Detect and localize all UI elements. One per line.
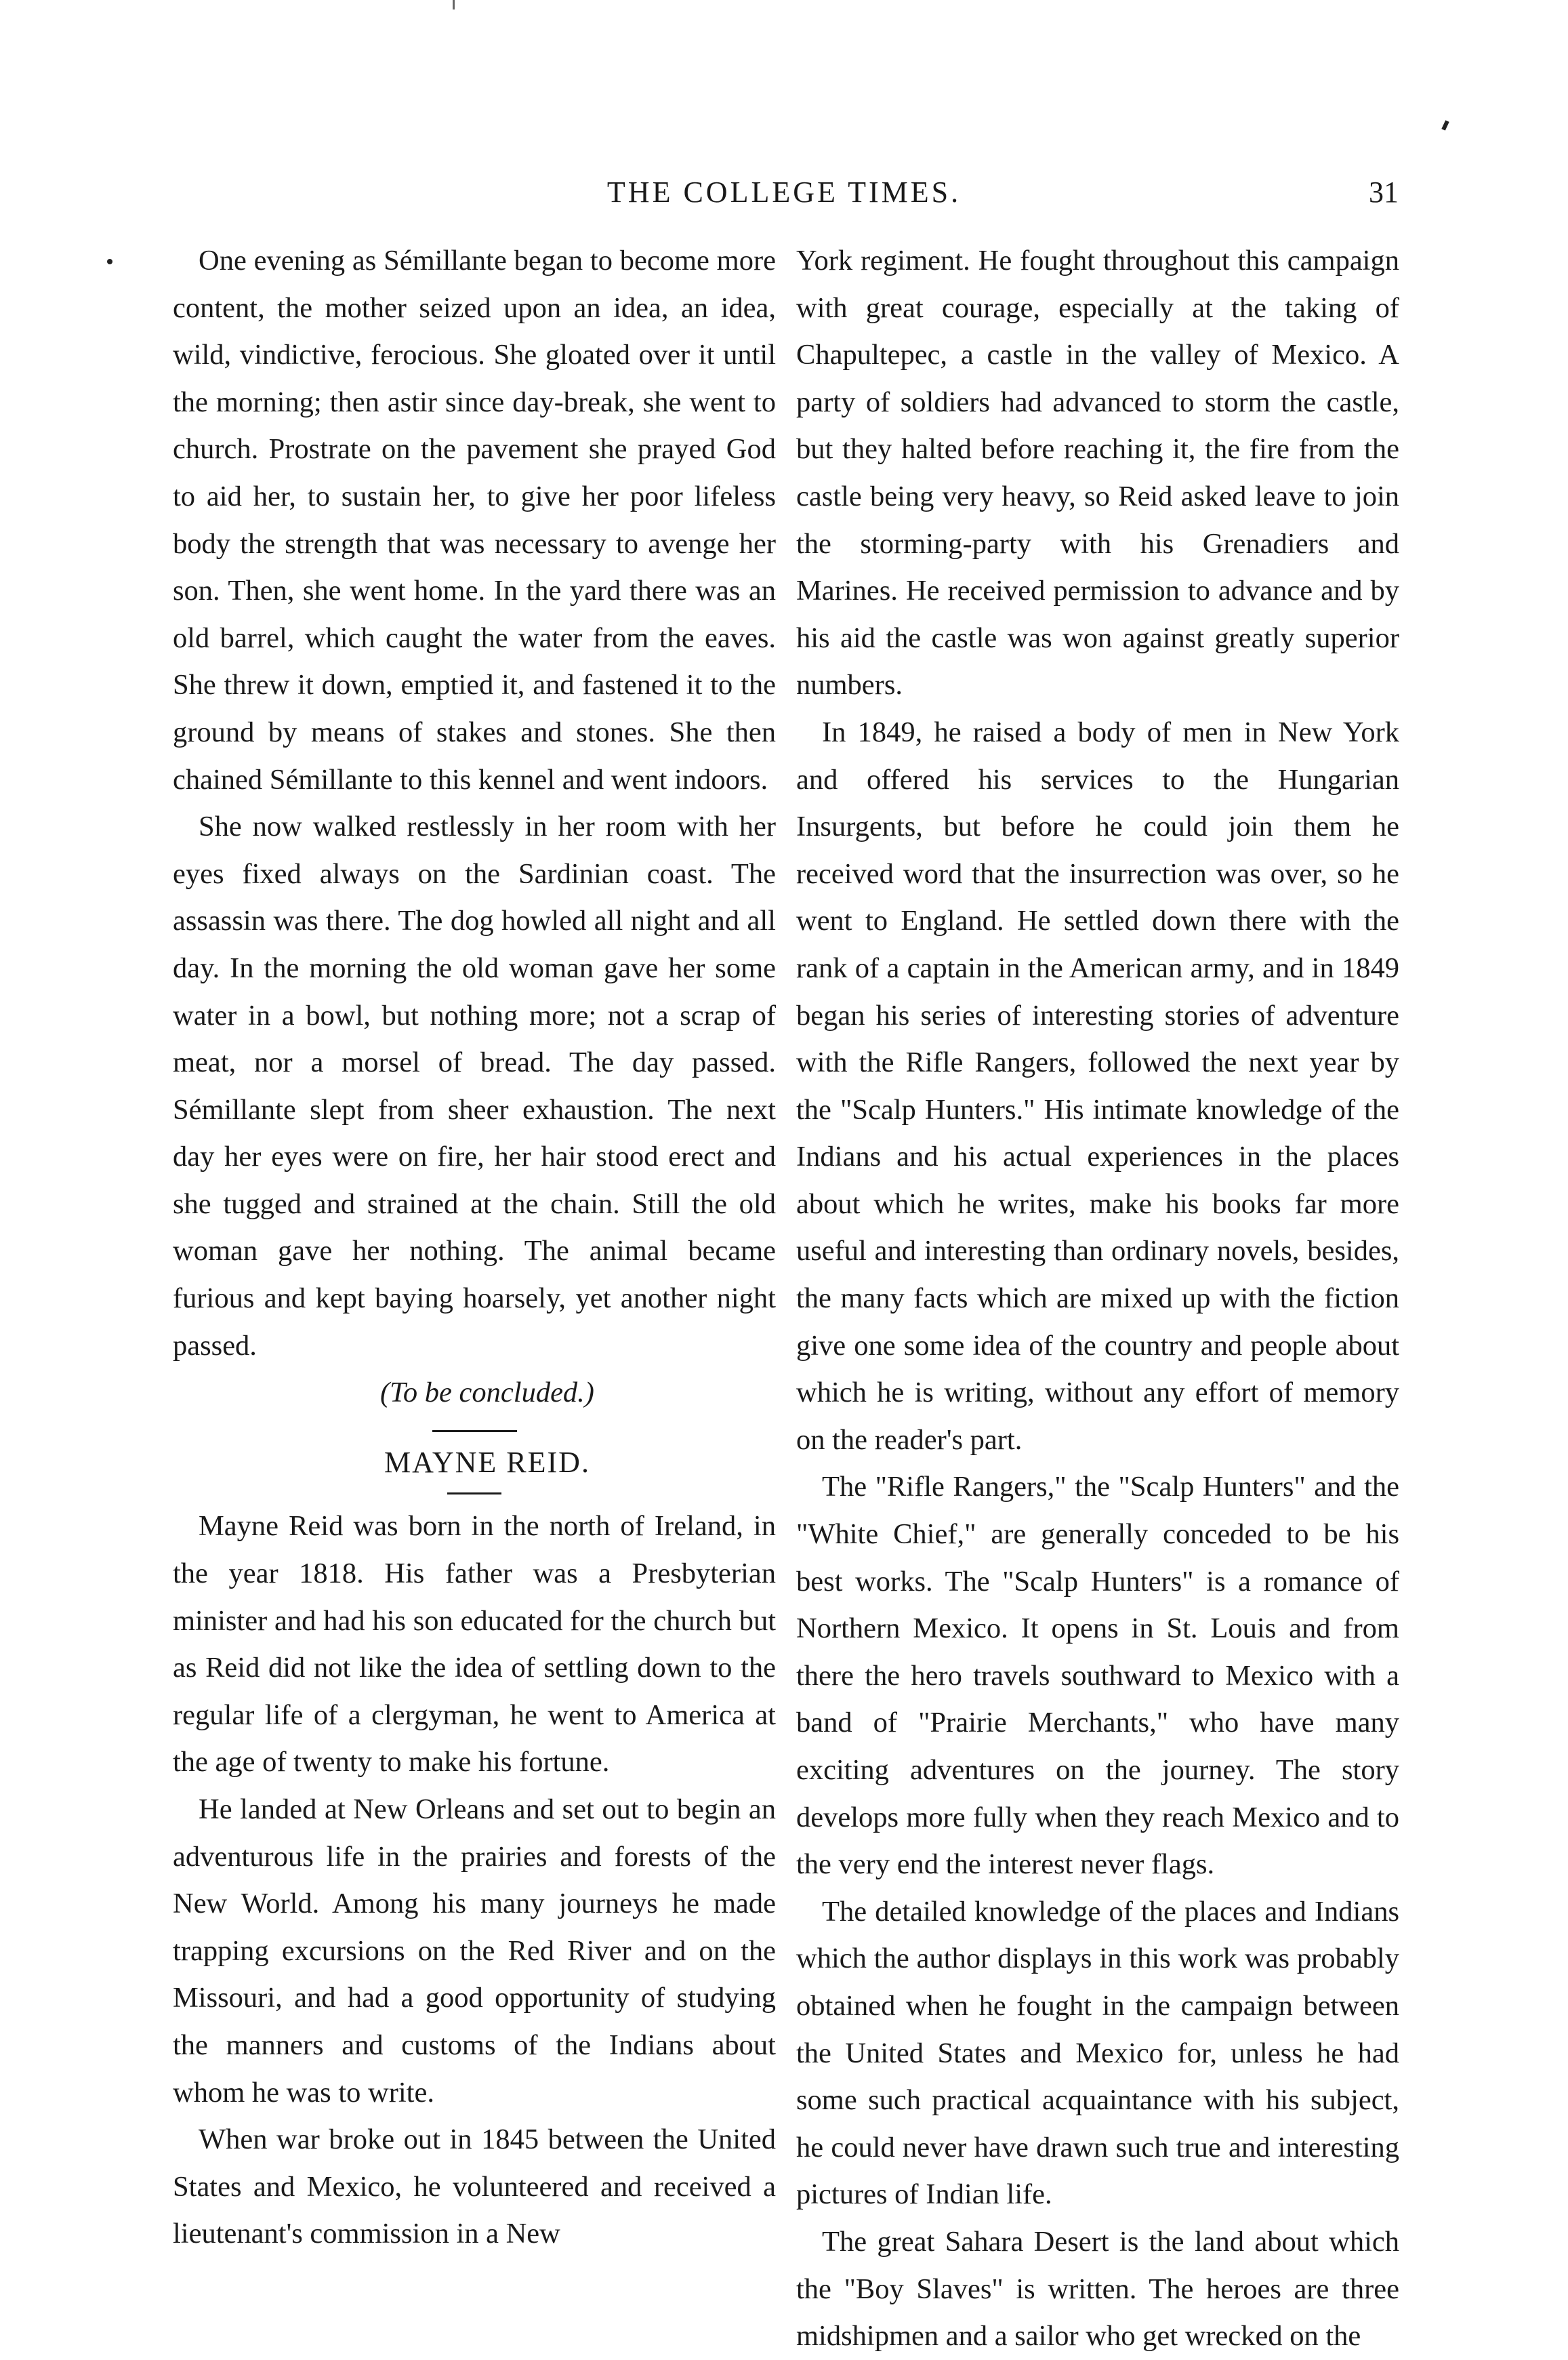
paragraph: One evening as Sémillante began to become more content, the mother seized upon an idea, an idea, wild, vindictive, ferocious. She gloated over it until the morning; then astir since day-break, she went to church. Prostrate on the pavement she prayed God to aid her, to sustain her, to give her poor lifeless body the strength that was necessary to avenge her son. Then, she went home. In the yard there was an old barrel, which caught the water from the eaves. She threw it down, emptied it, and fastened it to the ground by means of stakes and stones. She then chained Sémillante to this kennel and went indoors. bbox=[173, 245, 776, 796]
scan-speck bbox=[453, 0, 455, 9]
left-column bbox=[173, 237, 776, 2258]
paragraph: When war broke out in 1845 between the United States and Mexico, he volunteered and received a lieutenant's commission in a New bbox=[173, 2123, 776, 2250]
running-title: THE COLLEGE TIMES. bbox=[606, 176, 962, 209]
page-header bbox=[0, 175, 1568, 222]
paragraph: The detailed knowledge of the places and Indians which the author displays in this work was probably obtained when he fought in the campaign between the United States and Mexico for, unless he had some such practical acquaintance with his subject, he could never have drawn such true and interesting pictures of Indian life. bbox=[796, 1895, 1399, 2211]
paragraph: In 1849, he raised a body of men in New York and offered his services to the Hungarian Insurgents, but before he could join them he received word that the insurrection was over, so he went to England. He settled down there with the rank of a captain in the American army, and in 1849 began his series of interesting stories of adventure with the Rifle Rangers, followed the next year by the "Scalp Hunters." His intimate knowledge of the Indians and his actual experiences in the places about which he writes, make his books far more useful and interesting than ordinary novels, besides, the many facts which are mixed up with the fiction give one some idea of the country and people about which he is writing, without any effort of memory on the reader's part. bbox=[796, 716, 1399, 1456]
page-number: 31 bbox=[1369, 176, 1399, 209]
paragraph: The great Sahara Desert is the land about which the "Boy Slaves" is written. The heroes are three midshipmen and a sailor who get wrecked on the bbox=[796, 2225, 1399, 2353]
to-be-concluded-note: (To be concluded.) bbox=[380, 1377, 594, 1409]
section-divider bbox=[432, 1430, 517, 1432]
article-title: MAYNE REID. bbox=[384, 1445, 590, 1479]
right-column bbox=[796, 237, 1399, 2360]
scan-mark bbox=[1441, 120, 1449, 130]
scan-dot bbox=[107, 259, 112, 264]
title-underline bbox=[447, 1492, 501, 1494]
paragraph: She now walked restlessly in her room with her eyes fixed always on the Sardinian coast. The assassin was there. The dog howled all night and all day. In the morning the old woman gave her some water in a bowl, but nothing more; not a scrap of meat, nor a morsel of bread. The day passed. Sémillante slept from sheer exhaustion. The next day her eyes were on fire, her hair stood erect and she tugged and strained at the chain. Still the old woman gave her nothing. The animal became furious and kept baying hoarsely, yet another night passed. bbox=[173, 811, 776, 1362]
paragraph-continuation: York regiment. He fought throughout this campaign with great courage, especially at the taking of Chapultepec, a castle in the valley of Mexico. A party of soldiers had advanced to storm the castle, but they halted before reaching it, the fire from the castle being very heavy, so Reid asked leave to join the storming-party with his Grenadiers and Marines. He received permission to advance and by his aid the castle was won against greatly superior numbers. bbox=[796, 245, 1399, 701]
paragraph: He landed at New Orleans and set out to begin an adventurous life in the prairies and forests of the New World. Among his many journeys he made trapping excursions on the Red River and on the Missouri, and had a good opportunity of studying the manners and customs of the Indians about whom he was to write. bbox=[173, 1793, 776, 2109]
paragraph: The "Rifle Rangers," the "Scalp Hunters" and the "White Chief," are generally conceded to be his best works. The "Scalp Hunters" is a romance of Northern Mexico. It opens in St. Louis and from there the hero travels southward to Mexico with a band of "Prairie Merchants," who have many exciting adventures on the journey. The story develops more fully when they reach Mexico and to the very end the interest never flags. bbox=[796, 1471, 1399, 1881]
paragraph: Mayne Reid was born in the north of Ireland, in the year 1818. His father was a Presbyterian minister and had his son educated for the church but as Reid did not like the idea of settling down to the regular life of a clergyman, he went to America at the age of twenty to make his fortune. bbox=[173, 1510, 776, 1778]
